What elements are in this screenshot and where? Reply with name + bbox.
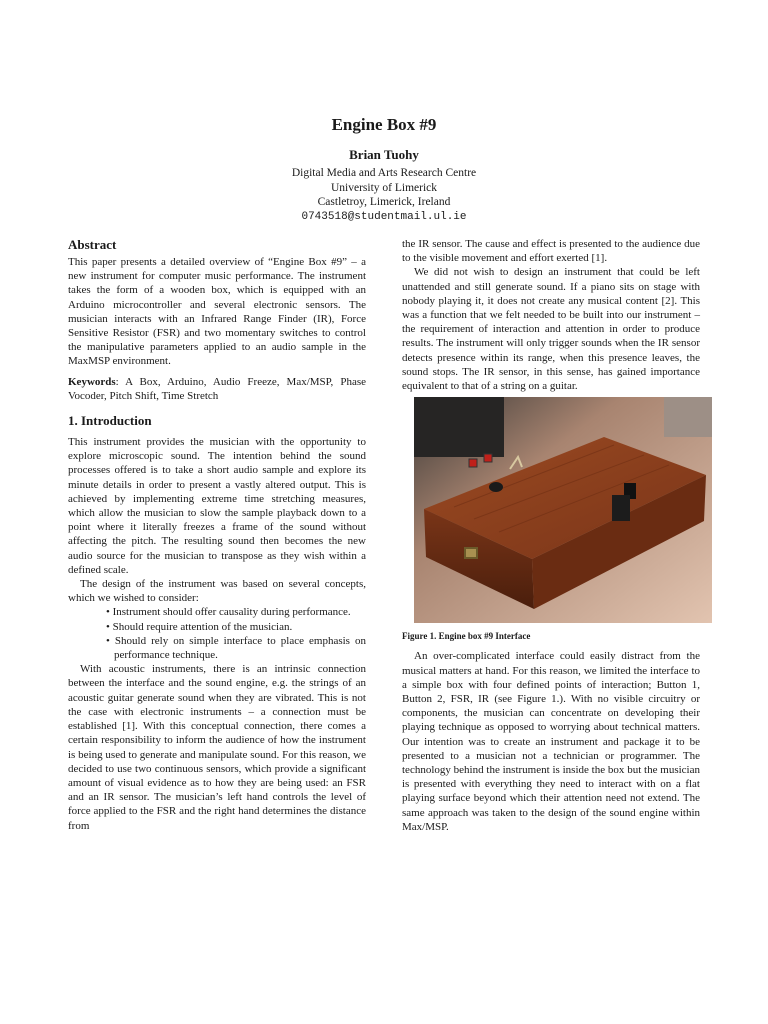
body-paragraph: An over-complicated interface could easily distract from the musical matters at hand. For this reason, we limited the interface to a simple box with four defined points of interaction; Button 1, Button 2, FSR, IR (see Figure 1.). With no visible circuitry or components, the musician can concentrate on developing their playing technique as opposed to worrying about technical matters. Our intention was to create an instrument and package it to be presented to a musician not a technician or programmer. The technology behind the instrument is inside the box but the musician is presented with everything they need to interact with on a flat playing surface beyond which their attention need not extend. The same approach was taken to the design of the sound engine within Max/MSP.	[402, 650, 700, 833]
concept-list	[68, 605, 366, 662]
affiliation-block	[0, 166, 768, 224]
section-heading-introduction: 1. Introduction	[68, 413, 152, 429]
author-name: Brian Tuohy	[349, 147, 419, 162]
intro-paragraph: This instrument provides the musician with the opportunity to explore microscopic sound. The intention behind the sound processes offered is to take a short audio sample and explore its minute details in order to present a vastly altered output. This is achieved by implementing extreme time stretching measures, which allow the musician to slow the sample playback down to a point where it literally freezes a frame of the sound without affecting the pitch. The resulting sound then becomes the new audio source for the musician to transpose as they wish within a defined scale.	[68, 436, 366, 576]
affiliation-line: University of Limerick	[330, 181, 438, 194]
author-email[interactable]: 0743518@studentmail.ul.ie	[301, 210, 467, 223]
body-paragraph: the IR sensor. The cause and effect is presented to the audience due to the visible movement and effort exerted [1].	[402, 238, 700, 265]
keywords-text: : A Box, Arduino, Audio Freeze, Max/MSP, Phase Vocoder, Pitch Shift, Time Stretch	[68, 375, 366, 402]
left-column	[68, 237, 366, 833]
engine-box-illustration	[414, 397, 712, 623]
paper-title: Engine Box #9	[331, 115, 437, 134]
abstract-heading: Abstract	[68, 237, 117, 252]
list-item: • Instrument should offer causality during performance.	[106, 606, 351, 619]
body-paragraph: We did not wish to design an instrument that could be left unattended and still generate sound. If a piano sits on stage with nobody playing it, it does not create any musical content [2]. This was a function that we felt needed to be built into our instrument – the requirement of interaction and attention in order to produce results. The instrument will only trigger sounds when the IR sensor detects presence within its range, when this presence leaves, the sound stops. The IR sensor, in this sense, has gained importance equivalent to that of a string on a guitar.	[402, 266, 700, 393]
abstract-body: This paper presents a detailed overview of “Engine Box #9” – a new instrument for computer music performance. The instrument takes the form of a wooden box, which is equipped with an Arduino microcontroller and several electronic sensors. The musician interacts with an Infrared Range Finder (IR), Force Sensitive Resistor (FSR) and two momentary switches to control the manipulative parameters applied to an audio sample in the MaxMSP environment.	[68, 256, 366, 368]
affiliation-line: Castletroy, Limerick, Ireland	[317, 196, 451, 208]
figure-engine-box-photo	[414, 397, 712, 623]
list-item: • Should rely on simple interface to place emphasis on performance technique.	[106, 634, 366, 662]
intro-paragraph: With acoustic instruments, there is an intrinsic connection between the interface and the sound engine, e.g. the strings of an acoustic guitar generate sound when they are vibrated. This is not the case with electronic instruments – a connection must be established [1]. With this conceptual connection, there comes a certain responsibility to inform the audience of how the instrument is being used to generate and manipulate sound. For this reason, we decided to use two continuous sensors, which provide a significant amount of visual evidence as to how they are being used: an FSR and an IR sensor. The musician’s left hand controls the level of force applied to the FSR and the right hand determines the distance from	[68, 663, 366, 832]
intro-paragraph: The design of the instrument was based on several concepts, which we wished to consider:	[68, 578, 366, 605]
figure-caption: Figure 1. Engine box #9 Interface	[402, 631, 531, 642]
keywords-label: Keywords	[68, 375, 116, 388]
keywords-line	[68, 375, 366, 403]
right-column	[402, 237, 700, 834]
list-item: • Should require attention of the musician.	[106, 620, 293, 633]
affiliation-line: Digital Media and Arts Research Centre	[291, 167, 477, 179]
